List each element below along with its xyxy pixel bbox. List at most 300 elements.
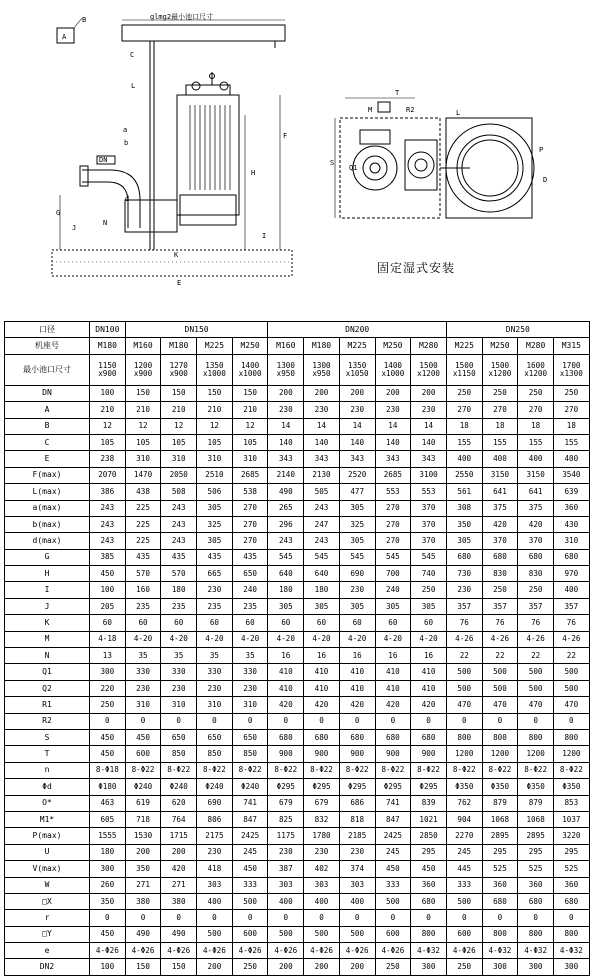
- table-cell: 305: [268, 598, 304, 614]
- table-row: [5, 959, 590, 975]
- table-row: [5, 615, 590, 631]
- table-cell: 410: [268, 680, 304, 696]
- table-cell: 210: [90, 402, 126, 418]
- table-cell: 16: [411, 648, 447, 664]
- table-cell: Φ295: [268, 779, 304, 795]
- table-cell: 800: [446, 729, 482, 745]
- table-cell: 240: [232, 582, 268, 598]
- header-cell: 口径: [5, 322, 90, 338]
- table-cell: 305: [446, 533, 482, 549]
- table-cell: 8-Φ22: [411, 762, 447, 778]
- table-cell: 360: [518, 877, 554, 893]
- table-cell: 235: [161, 598, 197, 614]
- table-cell: 2130: [304, 467, 340, 483]
- table-cell: 4-18: [90, 631, 126, 647]
- table-cell: 806: [197, 811, 233, 827]
- table-cell: 330: [125, 664, 161, 680]
- table-cell: 0: [482, 713, 518, 729]
- table-cell: 1470: [125, 467, 161, 483]
- table-cell: 680: [304, 729, 340, 745]
- table-cell: 450: [90, 566, 126, 582]
- svg-text:F: F: [283, 132, 288, 140]
- table-cell: 238: [90, 451, 126, 467]
- table-cell: 400: [482, 451, 518, 467]
- table-cell: 800: [518, 729, 554, 745]
- table-cell: 847: [232, 811, 268, 827]
- table-cell: 2050: [161, 467, 197, 483]
- row-label: A: [5, 402, 90, 418]
- table-cell: 500: [339, 926, 375, 942]
- plan-view: [330, 89, 547, 218]
- table-cell: 12: [232, 418, 268, 434]
- table-cell: 0: [232, 910, 268, 926]
- svg-text:L: L: [131, 82, 136, 90]
- table-cell: 0: [411, 713, 447, 729]
- table-cell: 570: [125, 566, 161, 582]
- row-label: G: [5, 549, 90, 565]
- table-cell: 619: [125, 795, 161, 811]
- svg-text:I: I: [262, 232, 267, 240]
- table-cell: 410: [304, 680, 340, 696]
- table-cell: 680: [553, 549, 589, 565]
- table-cell: 420: [375, 697, 411, 713]
- svg-text:E: E: [177, 279, 182, 287]
- table-cell: 680: [518, 549, 554, 565]
- table-cell: 500: [518, 680, 554, 696]
- table-cell: 210: [197, 402, 233, 418]
- table-cell: 310: [232, 451, 268, 467]
- table-cell: 305: [375, 598, 411, 614]
- table-cell: 60: [197, 615, 233, 631]
- table-cell: 400: [197, 893, 233, 909]
- table-cell: 270: [232, 516, 268, 532]
- table-cell: Φ295: [339, 779, 375, 795]
- table-cell: 639: [553, 484, 589, 500]
- table-cell: 105: [90, 434, 126, 450]
- table-cell: 832: [304, 811, 340, 827]
- table-cell: 640: [304, 566, 340, 582]
- table-cell: 4-Φ26: [90, 943, 126, 959]
- table-cell: 3150: [482, 467, 518, 483]
- table-cell: Φ295: [304, 779, 340, 795]
- table-cell: 150: [232, 385, 268, 401]
- model-cell: M225: [339, 338, 375, 354]
- table-cell: 0: [161, 910, 197, 926]
- row-label: T: [5, 746, 90, 762]
- svg-text:K: K: [174, 251, 179, 259]
- cell-line: 1400: [240, 360, 260, 370]
- table-cell: 640: [268, 566, 304, 582]
- table-cell: 879: [482, 795, 518, 811]
- table-cell: 140: [304, 434, 340, 450]
- table-cell: 205: [90, 598, 126, 614]
- table-cell: 100: [90, 385, 126, 401]
- row-label: b(max): [5, 516, 90, 532]
- table-cell: 680: [268, 729, 304, 745]
- row-label: Φd: [5, 779, 90, 795]
- table-cell: 333: [375, 877, 411, 893]
- table-cell: 680: [518, 893, 554, 909]
- svg-text:a: a: [123, 126, 128, 134]
- cell-line: x950: [312, 368, 331, 378]
- table-row: [5, 729, 590, 745]
- min-opening-row: [5, 354, 590, 385]
- table-cell: 357: [446, 598, 482, 614]
- table-cell: 900: [304, 746, 340, 762]
- table-cell: 680: [375, 729, 411, 745]
- table-cell: 600: [375, 926, 411, 942]
- table-cell: 230: [339, 402, 375, 418]
- table-cell: 22: [482, 648, 518, 664]
- table-cell: 230: [446, 582, 482, 598]
- table-cell: 545: [411, 549, 447, 565]
- svg-text:C: C: [130, 51, 135, 59]
- table-cell: 410: [375, 664, 411, 680]
- table-cell: 470: [482, 697, 518, 713]
- table-cell: 14: [268, 418, 304, 434]
- table-cell: 270: [375, 533, 411, 549]
- table-cell: [161, 354, 197, 385]
- table-cell: 545: [375, 549, 411, 565]
- table-cell: 450: [375, 861, 411, 877]
- table-cell: 250: [553, 385, 589, 401]
- table-cell: 12: [90, 418, 126, 434]
- table-cell: 330: [161, 664, 197, 680]
- table-row: [5, 664, 590, 680]
- table-cell: 14: [375, 418, 411, 434]
- table-cell: 0: [482, 910, 518, 926]
- table-cell: 818: [339, 811, 375, 827]
- table-row: [5, 697, 590, 713]
- table-cell: 741: [375, 795, 411, 811]
- table-cell: 500: [553, 664, 589, 680]
- svg-text:G: G: [56, 209, 61, 217]
- svg-text:A: A: [62, 33, 67, 41]
- table-cell: [446, 354, 482, 385]
- table-row: [5, 811, 590, 827]
- table-cell: 8-Φ22: [161, 762, 197, 778]
- table-cell: Φ295: [375, 779, 411, 795]
- table-cell: 3100: [411, 467, 447, 483]
- table-cell: 500: [446, 664, 482, 680]
- table-cell: 2070: [90, 467, 126, 483]
- table-cell: 370: [482, 533, 518, 549]
- table-cell: 243: [161, 533, 197, 549]
- table-cell: 553: [411, 484, 447, 500]
- table-cell: [375, 354, 411, 385]
- table-cell: 435: [161, 549, 197, 565]
- table-cell: Φ240: [197, 779, 233, 795]
- table-cell: 100: [90, 959, 126, 975]
- table-cell: 360: [482, 877, 518, 893]
- table-cell: 400: [304, 893, 340, 909]
- table-cell: 386: [90, 484, 126, 500]
- table-row: [5, 680, 590, 696]
- table-cell: 690: [339, 566, 375, 582]
- table-cell: 200: [268, 385, 304, 401]
- table-cell: 4-20: [339, 631, 375, 647]
- table-cell: 0: [553, 910, 589, 926]
- table-cell: 420: [268, 697, 304, 713]
- model-cell: M160: [125, 338, 161, 354]
- table-cell: 270: [232, 533, 268, 549]
- table-cell: 400: [518, 451, 554, 467]
- table-cell: 295: [518, 844, 554, 860]
- table-cell: 420: [304, 697, 340, 713]
- table-cell: 718: [125, 811, 161, 827]
- table-cell: 270: [553, 402, 589, 418]
- table-cell: 387: [268, 861, 304, 877]
- table-cell: 100: [90, 582, 126, 598]
- table-cell: 1780: [304, 828, 340, 844]
- table-cell: Φ240: [161, 779, 197, 795]
- table-cell: 325: [339, 516, 375, 532]
- table-cell: 4-20: [304, 631, 340, 647]
- svg-text:L: L: [456, 109, 461, 117]
- table-cell: 230: [197, 582, 233, 598]
- table-cell: 0: [304, 910, 340, 926]
- table-cell: 305: [197, 533, 233, 549]
- header-cell: DN150: [125, 322, 268, 338]
- table-row: [5, 943, 590, 959]
- table-cell: 0: [197, 910, 233, 926]
- table-cell: 18: [553, 418, 589, 434]
- table-cell: 0: [125, 910, 161, 926]
- table-cell: 500: [446, 893, 482, 909]
- table-cell: 500: [446, 680, 482, 696]
- table-cell: 105: [161, 434, 197, 450]
- row-label: N: [5, 648, 90, 664]
- table-row: [5, 746, 590, 762]
- table-cell: 295: [411, 844, 447, 860]
- table-cell: 600: [125, 746, 161, 762]
- table-cell: 343: [375, 451, 411, 467]
- row-label: e: [5, 943, 90, 959]
- table-cell: 4-20: [125, 631, 161, 647]
- row-label: M: [5, 631, 90, 647]
- table-cell: 310: [125, 697, 161, 713]
- table-cell: 375: [518, 500, 554, 516]
- table-cell: 360: [553, 877, 589, 893]
- table-cell: 650: [197, 729, 233, 745]
- table-cell: 243: [268, 533, 304, 549]
- table-cell: 243: [304, 533, 340, 549]
- table-cell: 8-Φ22: [553, 762, 589, 778]
- model-cell: M225: [197, 338, 233, 354]
- cell-line: 1300: [312, 360, 331, 370]
- table-cell: 0: [553, 713, 589, 729]
- table-cell: 1555: [90, 828, 126, 844]
- table-cell: 418: [197, 861, 233, 877]
- table-cell: 410: [304, 664, 340, 680]
- table-cell: 679: [304, 795, 340, 811]
- table-cell: 300: [518, 959, 554, 975]
- table-cell: 343: [411, 451, 447, 467]
- row-label: d(max): [5, 533, 90, 549]
- table-cell: 538: [232, 484, 268, 500]
- header-model-row: [5, 338, 590, 354]
- table-cell: 0: [161, 713, 197, 729]
- dimension-table: [4, 321, 590, 976]
- table-row: [5, 467, 590, 483]
- table-cell: 420: [411, 697, 447, 713]
- model-cell: M280: [411, 338, 447, 354]
- table-cell: 35: [161, 648, 197, 664]
- row-label: DN: [5, 385, 90, 401]
- table-cell: 270: [446, 402, 482, 418]
- table-cell: 200: [304, 385, 340, 401]
- cell-line: 1500: [490, 360, 510, 370]
- table-cell: 200: [411, 385, 447, 401]
- table-cell: 420: [482, 516, 518, 532]
- table-cell: 435: [232, 549, 268, 565]
- table-cell: 0: [197, 713, 233, 729]
- header-cell: DN100: [90, 322, 126, 338]
- table-cell: 310: [197, 697, 233, 713]
- table-cell: 247: [304, 516, 340, 532]
- table-cell: 8-Φ22: [197, 762, 233, 778]
- top-dimension-label: glmg2最小池口尺寸: [150, 13, 214, 21]
- table-cell: 641: [518, 484, 554, 500]
- table-cell: 1068: [482, 811, 518, 827]
- table-cell: 3540: [553, 467, 589, 483]
- table-cell: 235: [125, 598, 161, 614]
- table-cell: 4-Φ26: [268, 943, 304, 959]
- table-cell: 500: [482, 680, 518, 696]
- cell-line: x1050: [345, 368, 369, 378]
- table-cell: 210: [125, 402, 161, 418]
- table-cell: 4-26: [446, 631, 482, 647]
- table-cell: 847: [375, 811, 411, 827]
- table-cell: 385: [90, 549, 126, 565]
- cell-line: x900: [169, 368, 188, 378]
- table-cell: 155: [518, 434, 554, 450]
- table-cell: 243: [161, 500, 197, 516]
- table-cell: 800: [553, 729, 589, 745]
- table-cell: 230: [375, 402, 411, 418]
- table-cell: 600: [446, 926, 482, 942]
- svg-text:M: M: [368, 106, 373, 114]
- table-cell: 2895: [518, 828, 554, 844]
- table-cell: 305: [339, 598, 375, 614]
- table-cell: 850: [161, 746, 197, 762]
- table-cell: Φ180: [90, 779, 126, 795]
- row-label: n: [5, 762, 90, 778]
- table-cell: 830: [518, 566, 554, 582]
- table-cell: 2685: [232, 467, 268, 483]
- table-cell: Φ350: [446, 779, 482, 795]
- table-cell: 400: [553, 451, 589, 467]
- table-cell: 680: [411, 729, 447, 745]
- table-cell: 16: [339, 648, 375, 664]
- table-cell: 35: [232, 648, 268, 664]
- table-row: [5, 434, 590, 450]
- table-cell: 180: [161, 582, 197, 598]
- table-cell: 60: [268, 615, 304, 631]
- table-cell: 225: [125, 500, 161, 516]
- table-cell: 330: [232, 664, 268, 680]
- table-cell: 60: [411, 615, 447, 631]
- installation-drawings: [0, 0, 593, 300]
- table-cell: 60: [161, 615, 197, 631]
- table-cell: 60: [375, 615, 411, 631]
- table-cell: 16: [268, 648, 304, 664]
- row-label: S: [5, 729, 90, 745]
- table-cell: 400: [446, 451, 482, 467]
- table-cell: 250: [232, 959, 268, 975]
- table-cell: [553, 354, 589, 385]
- table-cell: 160: [125, 582, 161, 598]
- table-cell: 150: [161, 385, 197, 401]
- row-label: DN2: [5, 959, 90, 975]
- table-cell: 4-26: [553, 631, 589, 647]
- table-cell: 357: [482, 598, 518, 614]
- table-cell: 800: [518, 926, 554, 942]
- table-cell: 0: [304, 713, 340, 729]
- table-cell: 435: [197, 549, 233, 565]
- table-cell: 680: [482, 549, 518, 565]
- table-cell: 300: [411, 959, 447, 975]
- model-cell: M250: [482, 338, 518, 354]
- table-cell: 450: [90, 746, 126, 762]
- row-label: K: [5, 615, 90, 631]
- table-row: [5, 566, 590, 582]
- table-cell: 370: [518, 533, 554, 549]
- table-cell: 4-Φ32: [411, 943, 447, 959]
- table-cell: 325: [197, 516, 233, 532]
- table-cell: 410: [268, 664, 304, 680]
- table-cell: 600: [232, 926, 268, 942]
- table-row: [5, 648, 590, 664]
- table-cell: 900: [375, 746, 411, 762]
- table-cell: 155: [482, 434, 518, 450]
- table-cell: 22: [518, 648, 554, 664]
- table-cell: 762: [446, 795, 482, 811]
- table-cell: 561: [446, 484, 482, 500]
- table-cell: 400: [268, 893, 304, 909]
- cell-line: 1500: [455, 360, 474, 370]
- table-cell: 410: [375, 680, 411, 696]
- table-cell: 303: [197, 877, 233, 893]
- table-cell: 303: [339, 877, 375, 893]
- table-cell: 230: [268, 402, 304, 418]
- table-cell: 333: [232, 877, 268, 893]
- table-cell: 470: [446, 697, 482, 713]
- table-cell: 430: [553, 516, 589, 532]
- header-cell: DN250: [446, 322, 589, 338]
- svg-text:N: N: [103, 219, 108, 227]
- table-cell: 1200: [553, 746, 589, 762]
- table-cell: Φ240: [232, 779, 268, 795]
- table-cell: 741: [232, 795, 268, 811]
- table-cell: 243: [90, 533, 126, 549]
- table-cell: 250: [518, 385, 554, 401]
- table-cell: 410: [411, 664, 447, 680]
- table-cell: 235: [232, 598, 268, 614]
- table-cell: 435: [125, 549, 161, 565]
- table-cell: 296: [268, 516, 304, 532]
- table-cell: 3220: [553, 828, 589, 844]
- table-row: [5, 418, 590, 434]
- table-cell: 1200: [482, 746, 518, 762]
- table-cell: 270: [375, 500, 411, 516]
- table-cell: 1200: [518, 746, 554, 762]
- table-cell: 380: [125, 893, 161, 909]
- row-label: F(max): [5, 467, 90, 483]
- table-cell: 0: [90, 910, 126, 926]
- table-cell: 900: [339, 746, 375, 762]
- table-cell: 800: [482, 729, 518, 745]
